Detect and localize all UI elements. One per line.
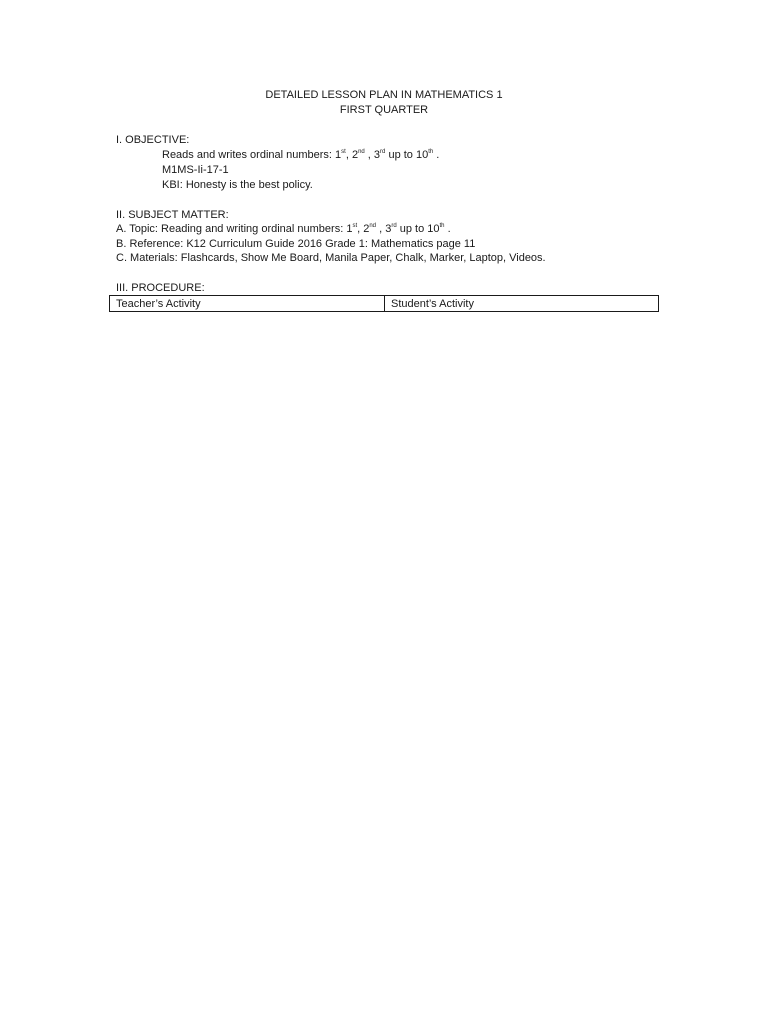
objective-text: , 2	[345, 149, 359, 161]
subject-matter-topic	[116, 222, 451, 237]
topic-text: , 2	[357, 223, 370, 235]
procedure-heading: III. PROCEDURE:	[116, 282, 205, 294]
topic-text: , 3	[376, 223, 392, 235]
objective-heading: I. OBJECTIVE:	[116, 134, 190, 146]
procedure-table	[109, 295, 659, 312]
objective-statement	[162, 148, 439, 163]
teacher-activity-header: Teacher’s Activity	[110, 296, 385, 312]
subject-matter-heading: II. SUBJECT MATTER:	[116, 209, 229, 221]
student-activity-header: Student’s Activity	[385, 296, 659, 312]
document-title: DETAILED LESSON PLAN IN MATHEMATICS 1	[265, 89, 503, 101]
kbi-statement: KBI: Honesty is the best policy.	[162, 179, 313, 191]
objective-text: .	[433, 149, 440, 161]
topic-text: A. Topic: Reading and writing ordinal numbers: 1	[116, 223, 353, 235]
ordinal-suffix: nd	[358, 149, 365, 155]
ordinal-suffix: th	[428, 149, 434, 155]
ordinal-suffix: rd	[380, 149, 386, 155]
topic-text: .	[444, 223, 451, 235]
topic-text: up to 10	[396, 223, 440, 235]
subject-matter-materials: C. Materials: Flashcards, Show Me Board, Manila Paper, Chalk, Marker, Laptop, Videos.	[116, 252, 546, 264]
ordinal-suffix: rd	[391, 223, 397, 229]
ordinal-suffix: nd	[369, 223, 377, 229]
subject-matter-reference: B. Reference: K12 Curriculum Guide 2016 Grade 1: Mathematics page 11	[116, 238, 476, 250]
objective-text: up to 10	[385, 149, 429, 161]
ordinal-suffix: st	[352, 223, 358, 229]
procedure-table-header-row	[110, 296, 659, 312]
competency-code: M1MS-Ii-17-1	[162, 164, 229, 176]
ordinal-suffix: th	[439, 223, 445, 229]
document-subtitle: FIRST QUARTER	[339, 104, 429, 116]
objective-text: , 3	[364, 149, 381, 161]
ordinal-suffix: st	[341, 149, 346, 155]
objective-text: Reads and writes ordinal numbers: 1	[162, 149, 342, 161]
